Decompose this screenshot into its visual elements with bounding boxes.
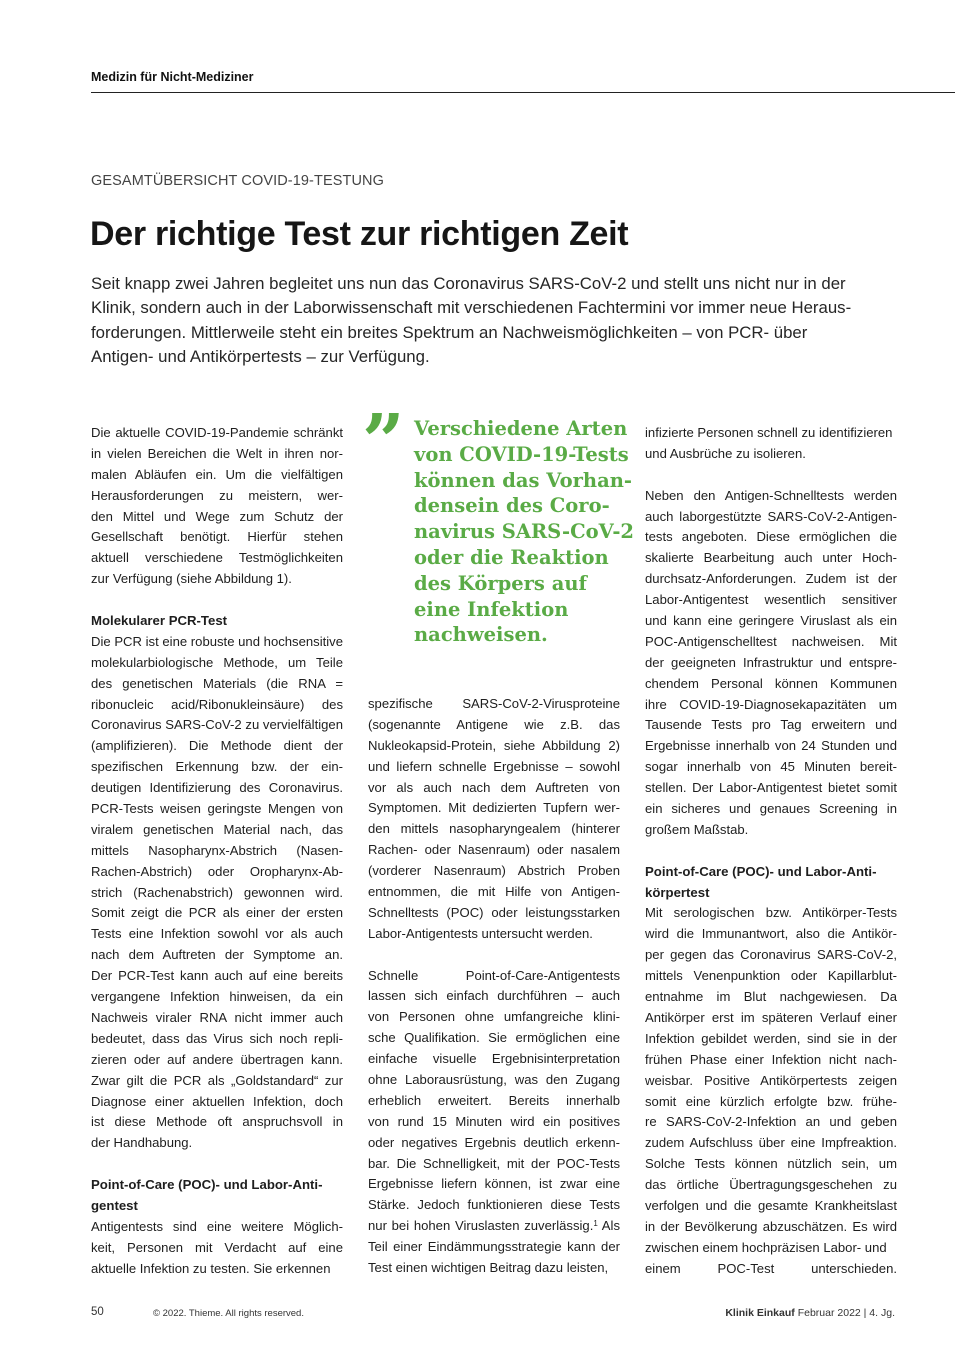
text-line-content: ist diese Methode oft anspruchsvoll in (91, 1114, 343, 1130)
text-line-content: gentest (91, 1197, 138, 1213)
text-line (645, 1029, 897, 1050)
text-line (645, 590, 897, 611)
pull-quote-line: von COVID-19-Tests (414, 442, 629, 466)
body-column-3 (645, 423, 897, 1280)
text-line-content: Tausende Tests pro Tag erweitern und (645, 717, 897, 733)
text-line-content: strich (Rachenabstrich) gewonnen wird. (91, 884, 343, 900)
text-line (91, 903, 343, 924)
text-line (368, 1133, 620, 1154)
paragraph-gap (91, 1154, 343, 1175)
text-line (645, 799, 897, 820)
text-line (645, 1071, 897, 1092)
text-line (368, 903, 620, 924)
text-line (645, 1217, 897, 1238)
paragraph-gap (645, 841, 897, 862)
paragraph-gap (368, 945, 620, 966)
text-line-content: der geeigneten Infrastruktur und entspre- (645, 654, 897, 670)
text-line (368, 757, 620, 778)
text-line (91, 862, 343, 883)
text-line-content: zudem Aufschluss über eine Impfreaktion. (645, 1135, 897, 1151)
pull-quote-line: densein des Coro- (414, 494, 610, 518)
text-line (91, 799, 343, 820)
text-line (368, 966, 620, 987)
text-line-content: den mittels nasopharyngealem (hinterer (368, 821, 620, 837)
section-heading (91, 1196, 343, 1217)
section-heading (91, 611, 343, 632)
text-line (91, 674, 343, 695)
text-line-content: tests angeboten. Diese ermöglichen die (645, 529, 897, 545)
text-line-content: (sogenannte Antigene wie z.B. das (368, 716, 620, 732)
text-line (645, 1175, 897, 1196)
text-line-content: infizierte Personen schnell zu identifizieren (645, 425, 893, 440)
text-line-content: Gesellschaft benötigt. Hierfür stehen (91, 529, 343, 545)
text-line (368, 798, 620, 819)
text-line (645, 1133, 897, 1154)
text-line-content: Coronavirus SARS-CoV-2 zu vervielfältigen (91, 717, 343, 733)
text-line-content: bar. Die Schnelligkeit, mit der POC-Tests (368, 1155, 620, 1171)
text-line-content: Antikörper erst im späteren Verlauf einer (645, 1009, 897, 1025)
text-line (645, 444, 897, 465)
text-line-content: in vielen Bereichen die Welt in ihren nor- (91, 445, 343, 461)
text-line (645, 715, 897, 736)
text-line-content: Stärke. Jedoch funktionieren diese Tests (368, 1197, 620, 1213)
section-heading (645, 883, 897, 904)
text-line (645, 632, 897, 653)
text-line (645, 924, 897, 945)
lead-line: Klinik, sondern auch in der Laborwissenschaft mit verschiedenen Fachtermini vor immer neue Heraus- (91, 298, 852, 318)
text-line (645, 1050, 897, 1071)
text-line-content: Diagnose einer aktuellen Infektion, doch (91, 1093, 343, 1109)
text-line (91, 966, 343, 987)
text-line (368, 1070, 620, 1091)
text-line (645, 945, 897, 966)
footnote-ref: 1 (593, 1219, 598, 1229)
text-line-content: und liefern schnelle Ergebnisse – sowohl (368, 758, 620, 774)
text-line-content: zieren oder auf andere übertragen kann. (91, 1051, 343, 1067)
text-line-content: entnommen, die mit Hilfe von Antigen- (368, 884, 620, 900)
text-line-content: POC-Antigenschelltest nachweisen. Mit (645, 633, 897, 649)
text-line (91, 1238, 343, 1259)
text-line-content: aktuelle Infektion zu testen. Sie erkennen (91, 1260, 331, 1276)
text-line-content: Point-of-Care (POC)- und Labor-Anti- (91, 1177, 323, 1193)
text-line-content: Der PCR-Test kann auch auf eine bereits (91, 968, 343, 984)
text-line-content: vergangene Infektion hinweisen, da ein (91, 989, 343, 1005)
text-line (91, 695, 343, 716)
text-line-content: ein sicheres und genaues Screening in (645, 801, 897, 817)
text-line-content: deutigen Identifizierung des Coronavirus. (91, 780, 343, 796)
pull-quote-line: des Körpers auf (414, 571, 587, 595)
text-line-content: spezifische SARS-CoV-2-Virusproteine (368, 696, 620, 711)
text-line-content: das örtliche Übertragungsgeschehen zu (645, 1177, 897, 1193)
text-line-content: körpertest (645, 884, 710, 900)
text-line (368, 840, 620, 861)
text-line-content: spezifischen Erkennung bzw. der ein- (91, 759, 343, 775)
text-line-content: und kann eine geringere Viruslast als ein (645, 613, 897, 629)
text-line (91, 632, 343, 653)
text-line (91, 987, 343, 1008)
text-line (91, 527, 343, 548)
text-line-content: mittels Venenpunktion oder Kapillarblut- (645, 968, 897, 984)
text-line-content: mittels Nasopharynx-Abstrich (Nasen- (91, 842, 343, 858)
text-line (645, 1092, 897, 1113)
text-line-content: wird die Immunantwort, also die Antikör- (645, 926, 897, 942)
text-line (645, 611, 897, 632)
text-line (645, 966, 897, 987)
text-line (91, 883, 343, 904)
body-column-2 (368, 694, 620, 1279)
text-line (645, 987, 897, 1008)
text-line (91, 1133, 343, 1154)
text-line-content: Point-of-Care (POC)- und Labor-Anti- (645, 863, 877, 879)
lead-line: forderungen. Mittlerweile steht ein breites Spektrum an Nachweismöglichkeiten – von PCR- über (91, 322, 808, 342)
pull-quote-line: nachweisen. (414, 623, 548, 647)
text-line (91, 924, 343, 945)
text-line-content: von rund 15 Minuten wird ein positives (368, 1113, 620, 1129)
publication-info (725, 1307, 895, 1319)
text-line (91, 841, 343, 862)
pull-quote-line: oder die Reaktion (414, 545, 609, 569)
text-line (91, 444, 343, 465)
pull-quote-line: eine Infektion (414, 597, 569, 621)
text-line (645, 507, 897, 528)
text-line-content: des genetischen Materials (die RNA = (91, 675, 343, 691)
text-line (368, 1195, 620, 1216)
text-line (645, 423, 897, 444)
text-line (91, 1112, 343, 1133)
text-line-content: sche Qualifikation. Sie ermöglichen eine (368, 1030, 620, 1046)
text-line (91, 486, 343, 507)
text-line-content: viralem genetischen Material nach, das (91, 821, 343, 837)
text-line (645, 674, 897, 695)
pull-quote (414, 416, 644, 648)
text-line (91, 507, 343, 528)
text-line (645, 653, 897, 674)
text-line-content: keit, Personen mit Verdacht auf eine (91, 1239, 343, 1255)
text-line (645, 527, 897, 548)
text-line (91, 1092, 343, 1113)
text-line-content: Schnelle Point-of-Care-Antigentests (368, 967, 620, 983)
text-line-content: Infektion gebildet werden, sind sie in der (645, 1030, 897, 1046)
text-line-content: ihre COVID-19-Diagnosekapazitäten um (645, 696, 897, 712)
text-line (368, 694, 620, 715)
text-line-content: Labor-Antigentests untersucht werden. (368, 925, 593, 941)
text-line (645, 903, 897, 924)
quote-mark-icon: ” (362, 399, 405, 485)
text-line-content: ribonucleic acid/Ribonukleinsäure) des (91, 696, 343, 712)
text-line-content: durchsatz-Anforderungen. Zudem ist der (645, 571, 897, 587)
text-line-content: Mit serologischen bzw. Antikörper-Tests (645, 905, 897, 921)
text-line-content: zur Verfügung (siehe Abbildung 1). (91, 571, 292, 587)
text-line-content: Schnelltests (POC) oder leistungsstarken (368, 904, 620, 920)
lead-line: Antigen- und Antikörpertests – zur Verfügung. (91, 347, 430, 367)
text-line-content: und Ausbrüche zu isolieren. (645, 445, 806, 461)
text-line (91, 569, 343, 590)
text-line (368, 1216, 620, 1237)
text-line-content: Zwar gilt die PCR als „Goldstandard“ zur (91, 1072, 343, 1088)
text-line (91, 715, 343, 736)
text-line-content: Molekularer PCR-Test (91, 613, 228, 629)
text-line-content: entnahme im Blut nachgewiesen. Da (645, 989, 897, 1005)
text-line-content: von Personen ohne umfangreiche klini- (368, 1009, 620, 1025)
text-line-content: re SARS-CoV-2-Infektion an und geben (645, 1114, 897, 1130)
text-line-content: per gegen das Coronavirus SARS-CoV-2, (645, 947, 897, 963)
text-line (368, 1237, 620, 1258)
text-line (368, 986, 620, 1007)
pull-quote-line: navirus SARS-CoV-2 (414, 520, 634, 544)
text-line (368, 715, 620, 736)
text-line (368, 1258, 620, 1279)
magazine-name: Klinik Einkauf (725, 1307, 795, 1319)
text-line (91, 757, 343, 778)
paragraph-gap (91, 590, 343, 611)
text-line-content: molekularbiologische Methode, um Teile (91, 654, 343, 670)
text-line (645, 736, 897, 757)
body-column-1 (91, 423, 343, 1280)
text-line (645, 1259, 897, 1280)
text-line-content: skalierte Bearbeitung auch unter Hoch- (645, 550, 897, 566)
text-line (91, 945, 343, 966)
text-line-content: nur bei hohen Viruslasten zuverlässig. (368, 1218, 594, 1234)
text-line-tail: Als (597, 1218, 620, 1234)
text-line-content: Nukleokapsid-Protein, siehe Abbildung 2) (368, 737, 620, 753)
text-line-content: ohne Laborausrüstung, was den Zugang (368, 1072, 620, 1088)
text-line (645, 1008, 897, 1029)
text-line (368, 819, 620, 840)
text-line-content: chendem Personal können Kommunen (645, 675, 897, 691)
article-kicker: GESAMTÜBERSICHT COVID-19-TESTUNG (91, 173, 384, 189)
text-line-content: zwischen einem hochpräzisen Labor- und (645, 1239, 887, 1255)
text-line (645, 486, 897, 507)
text-line-content: den Mittel und Wege zum Schutz der (91, 508, 343, 524)
text-line-content: Ergebnisse liefern können, ist zwar eine (368, 1176, 620, 1192)
text-line (91, 1217, 343, 1238)
text-line-content: Die aktuelle COVID-19-Pandemie schränkt (91, 425, 343, 440)
lead-line: Seit knapp zwei Jahren begleitet uns nun das Coronavirus SARS-CoV-2 und stellt uns nicht nur in der (91, 274, 846, 293)
text-line (645, 569, 897, 590)
text-line-content: aktuell verschiedene Testmöglichkeiten (91, 550, 343, 566)
text-line (91, 653, 343, 674)
text-line (645, 1238, 897, 1259)
text-line (91, 1029, 343, 1050)
text-line (91, 778, 343, 799)
text-line-content: Nachweis viraler RNA nicht immer auch (91, 1009, 343, 1025)
text-line-content: Symptomen. Mit dedizierten Tupfern wer- (368, 800, 620, 816)
text-line-content: Teil einer Eindämmungsstrategie kann der (368, 1239, 620, 1255)
text-line-content: der Handhabung. (91, 1135, 193, 1151)
section-heading (645, 862, 897, 883)
text-line-content: PCR-Tests weisen geringste Mengen von (91, 801, 343, 817)
text-line-content: Solche Tests können nützlich sein, um (645, 1156, 897, 1172)
text-line (645, 1196, 897, 1217)
text-line (645, 778, 897, 799)
text-line-content: auch laborgestützte SARS-CoV-2-Antigen- (645, 508, 897, 524)
page-number: 50 (91, 1306, 104, 1318)
text-line (368, 882, 620, 903)
article-lead (91, 272, 891, 370)
text-line (645, 1112, 897, 1133)
text-line (91, 1259, 343, 1280)
issue-info: Februar 2022 | 4. Jg. (797, 1307, 895, 1319)
text-line-content: (amplifizieren). Die Methode dient der (91, 738, 343, 754)
header-divider (91, 92, 955, 93)
paragraph-gap (645, 465, 897, 486)
text-line-content: sogar innerhalb von 45 Minuten bereit- (645, 759, 897, 775)
pull-quote-line: Verschiedene Arten (414, 417, 628, 440)
text-line-content: malen Abläufen ein. Um die vielfältigen (91, 466, 343, 482)
section-label: Medizin für Nicht-Mediziner (91, 70, 254, 84)
text-line-content: (vorderer Nasenraum) Abstrich Proben (368, 863, 620, 879)
text-line-content: oder negatives Ergebnis deutlich erkenn- (368, 1134, 620, 1150)
text-line-content: weisbar. Positive Antikörpertests zeigen (645, 1072, 897, 1088)
text-line-content: stellen. Der Labor-Antigentest bietet somit (645, 780, 897, 796)
text-line-content: einem POC-Test unterschieden. (645, 1260, 897, 1276)
text-line (91, 423, 343, 444)
copyright-notice: © 2022. Thieme. All rights reserved. (153, 1308, 304, 1319)
text-line-content: Rachen-Abstrich) oder Oropharynx-Ab- (91, 863, 343, 879)
text-line-content: Die PCR ist eine robuste und hochsensitive (91, 633, 343, 649)
text-line-content: somit eine kürzlich erfolgte bzw. frühe- (645, 1093, 897, 1109)
text-line (368, 924, 620, 945)
text-line (645, 695, 897, 716)
text-line (91, 1008, 343, 1029)
text-line (91, 736, 343, 757)
article-title: Der richtige Test zur richtigen Zeit (90, 215, 629, 253)
text-line (645, 757, 897, 778)
text-line (368, 1154, 620, 1175)
pull-quote-line: können das Vorhan- (414, 468, 632, 492)
text-line-content: großem Maßstab. (645, 821, 749, 837)
text-line (368, 1007, 620, 1028)
text-line (368, 1174, 620, 1195)
text-line (91, 1050, 343, 1071)
text-line (368, 1049, 620, 1070)
text-line-content: Antigentests sind eine weitere Möglich- (91, 1218, 343, 1234)
text-line-content: in der Bevölkerung abzuschätzen. Es wird (645, 1218, 897, 1234)
text-line-content: verfolgen und die gesamte Krankheitslast (645, 1197, 897, 1213)
text-line-content: einfache visuelle Ergebnisinterpretation (368, 1051, 620, 1067)
section-heading (91, 1175, 343, 1196)
text-line (368, 736, 620, 757)
text-line-content: Test einen wichtigen Beitrag dazu leisten, (368, 1260, 609, 1276)
text-line (645, 548, 897, 569)
text-line (368, 1028, 620, 1049)
text-line-content: nach dem Auftreten der Symptome an. (91, 947, 343, 963)
text-line-content: erheblich erweitert. Bereits innerhalb (368, 1092, 620, 1108)
text-line-content: Neben den Antigen-Schnelltests werden (645, 487, 897, 503)
text-line (645, 820, 897, 841)
text-line (368, 861, 620, 882)
text-line (91, 465, 343, 486)
text-line-content: bedeutet, dass das Virus sich noch repli- (91, 1030, 343, 1046)
text-line (645, 1154, 897, 1175)
text-line (91, 548, 343, 569)
text-line (368, 778, 620, 799)
text-line-content: frühen Phase einer Infektion nicht nach- (645, 1051, 897, 1067)
text-line-content: Labor-Antigentest wesentlich sensitiver (645, 592, 897, 608)
text-line-content: lassen sich einfach durchführen – auch (368, 988, 620, 1004)
text-line-content: vor als auch nach dem Auftreten von (368, 779, 620, 795)
text-line (368, 1112, 620, 1133)
text-line-content: Rachen- oder Nasenraum) oder nasalem (368, 842, 620, 858)
text-line-content: Herausforderungen zu meistern, wer- (91, 487, 343, 503)
text-line-content: Ergebnisse innerhalb von 24 Stunden und (645, 738, 897, 754)
text-line-content: Somit zeigt die PCR als einer der ersten (91, 905, 343, 921)
text-line (91, 820, 343, 841)
text-line (368, 1091, 620, 1112)
text-line-content: Tests eine Infektion sowohl vor als auch (91, 926, 343, 942)
text-line (91, 1071, 343, 1092)
